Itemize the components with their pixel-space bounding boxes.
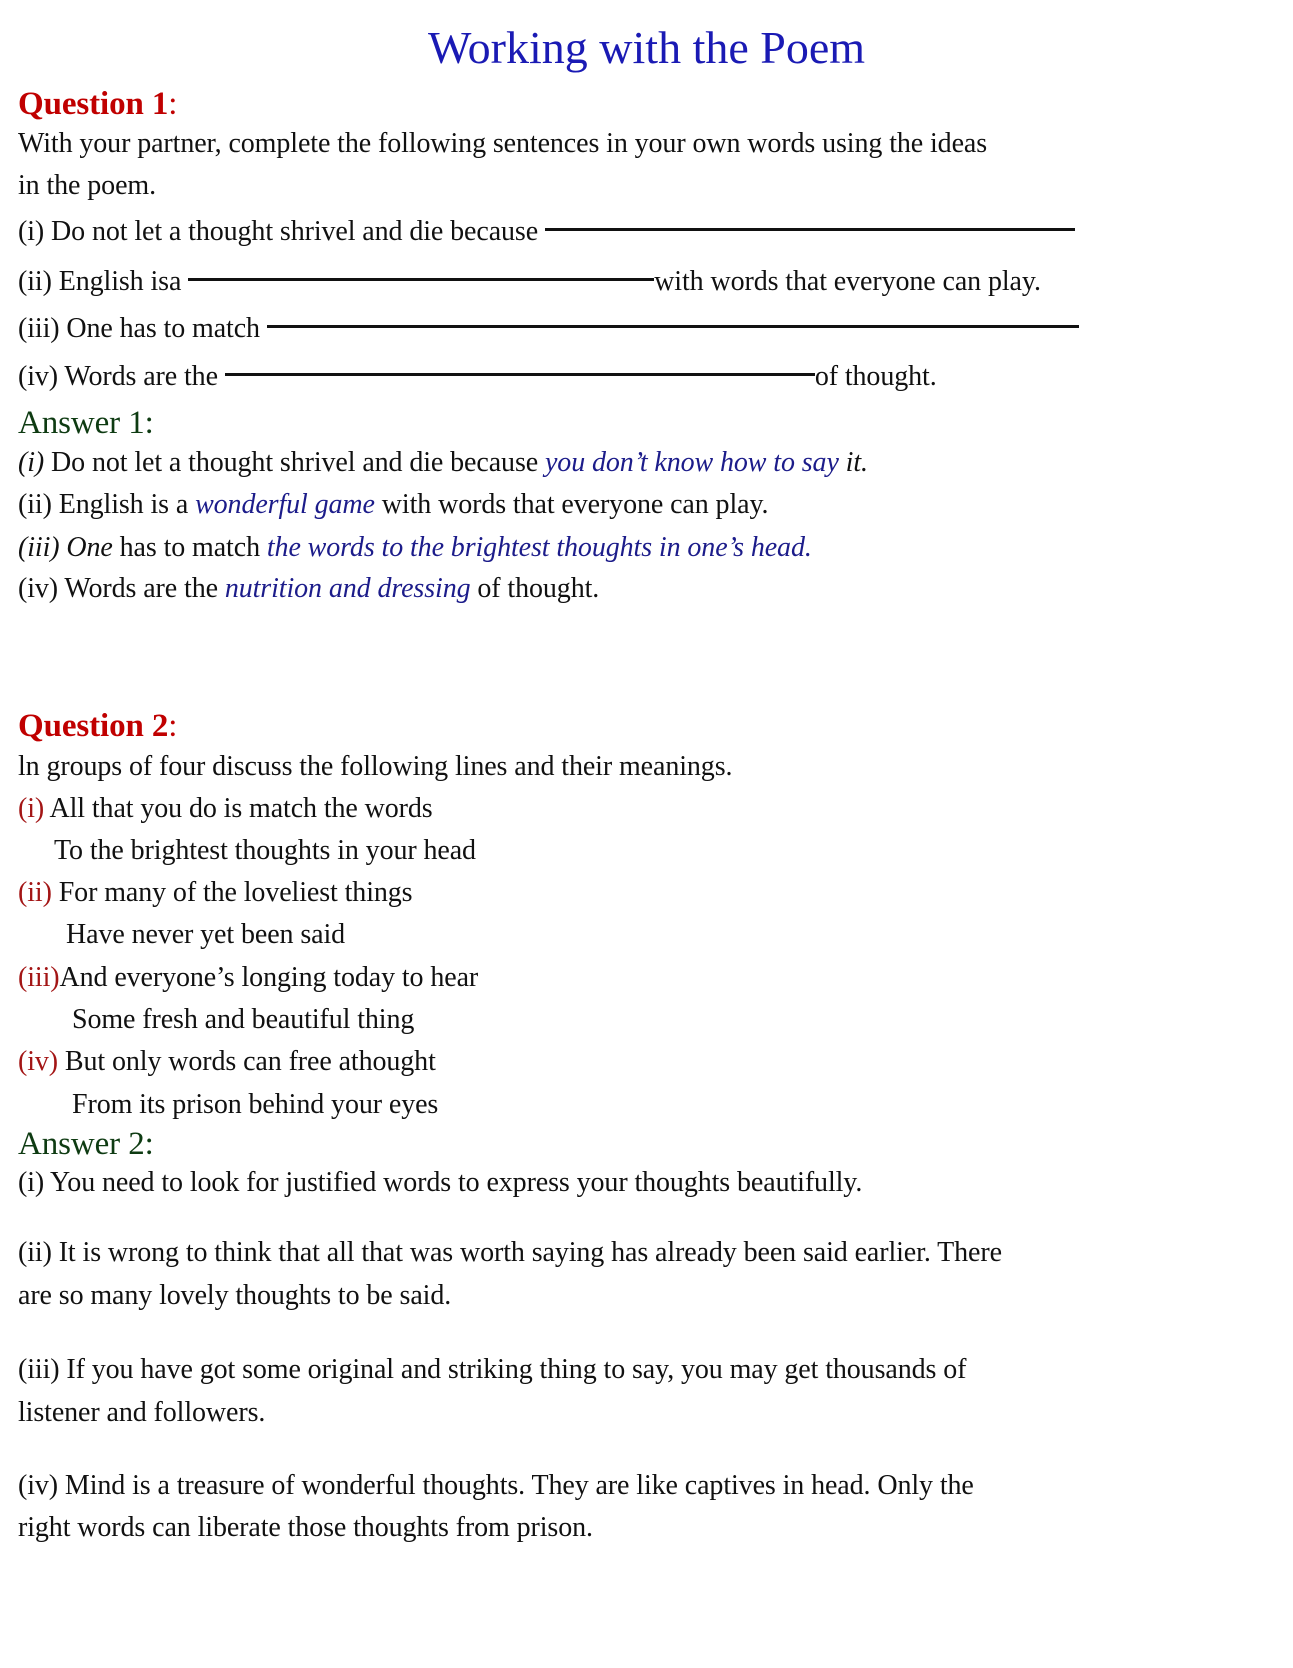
answer-text: wonderful game [195,489,375,520]
item-label: (iv) [18,573,59,604]
page-title: Working with the Poem [427,22,866,73]
item-label: (i) [18,793,45,824]
fill-blank-line [225,373,815,376]
item-text: Do not let a thought shrivel and die because [44,447,545,478]
question-2-label: Question 2 [18,708,169,744]
question-1-colon: : [168,86,178,122]
poem-line [18,789,433,829]
answer-2-item: (iv) Mind is a treasure of wonderful thoughts. They are like captives in head. Only the [18,1470,974,1501]
poem-text: All that you do is match the words [44,793,433,824]
question-1-item [18,262,1041,302]
answer-2-item: (i) You need to look for justified words to express your thoughts beautifully. [18,1167,863,1198]
question-1-heading [18,84,177,124]
answer-2-heading: Answer 2: [18,1126,154,1162]
question-2-prompt: ln groups of four discuss the following lines and their meanings. [18,751,733,782]
question-2-heading [18,706,177,746]
item-label: (iii) [18,962,60,993]
poem-line [18,873,412,913]
item-text: (iii) One has to match [18,313,260,344]
item-tail: it. [838,447,868,478]
question-1-prompt-line-2: in the poem. [18,170,156,201]
answer-2-item-cont: listener and followers. [18,1397,266,1428]
answer-2-item: (ii) It is wrong to think that all that was worth saying has already been said earlier. There [18,1237,1002,1268]
answer-1-item [18,443,868,483]
answer-2-item-cont: right words can liberate those thoughts from prison. [18,1512,593,1543]
item-label: (ii) [18,877,52,908]
answer-1-item [18,485,768,525]
item-text: English is a [51,489,196,520]
item-text-after: with words that everyone can play. [654,266,1041,297]
question-2-colon: : [168,708,178,744]
answer-2-item-cont: are so many lovely thoughts to be said. [18,1280,452,1311]
poem-text: For many of the loveliest things [51,877,413,908]
poem-line: Some fresh and beautiful thing [72,1004,415,1035]
item-label: (i) [18,447,45,478]
question-1-label: Question 1 [18,86,169,122]
answer-1-heading: Answer 1: [18,405,154,441]
item-text: (iv) Words are the [18,361,218,392]
answer-text: nutrition and dressing [224,573,471,604]
fill-blank-line [267,325,1079,328]
question-1-item [18,357,937,397]
answer-1-item [18,528,812,568]
poem-line: From its prison behind your eyes [72,1089,439,1120]
item-text: has to match [112,532,267,563]
item-text: (ii) English isa [18,266,182,297]
item-label: (iii) One [18,532,113,563]
poem-text: But only words can free athought [58,1046,436,1077]
question-1-item [18,212,1075,252]
poem-line: Have never yet been said [66,919,346,950]
fill-blank-line [188,278,654,281]
item-text: Words are the [58,573,225,604]
answer-text: the words to the brightest thoughts in one’s head. [266,532,812,563]
poem-text: And everyone’s longing today to hear [59,962,479,993]
item-label: (ii) [18,489,52,520]
item-text: (i) Do not let a thought shrivel and die because [18,216,539,247]
poem-line [18,1042,436,1082]
question-1-prompt-line-1: With your partner, complete the following sentences in your own words using the ideas [18,128,988,159]
answer-text: you don’t know how to say [544,447,839,478]
answer-2-item: (iii) If you have got some original and striking thing to say, you may get thousands of [18,1354,967,1385]
item-tail: of thought. [470,573,600,604]
item-label: (iv) [18,1046,59,1077]
question-1-item [18,309,1079,349]
fill-blank-line [545,228,1075,231]
item-text-after: of thought. [814,361,937,392]
poem-line: To the brightest thoughts in your head [54,835,476,866]
poem-line [18,958,478,998]
answer-1-item [18,569,599,609]
item-tail: with words that everyone can play. [374,489,769,520]
